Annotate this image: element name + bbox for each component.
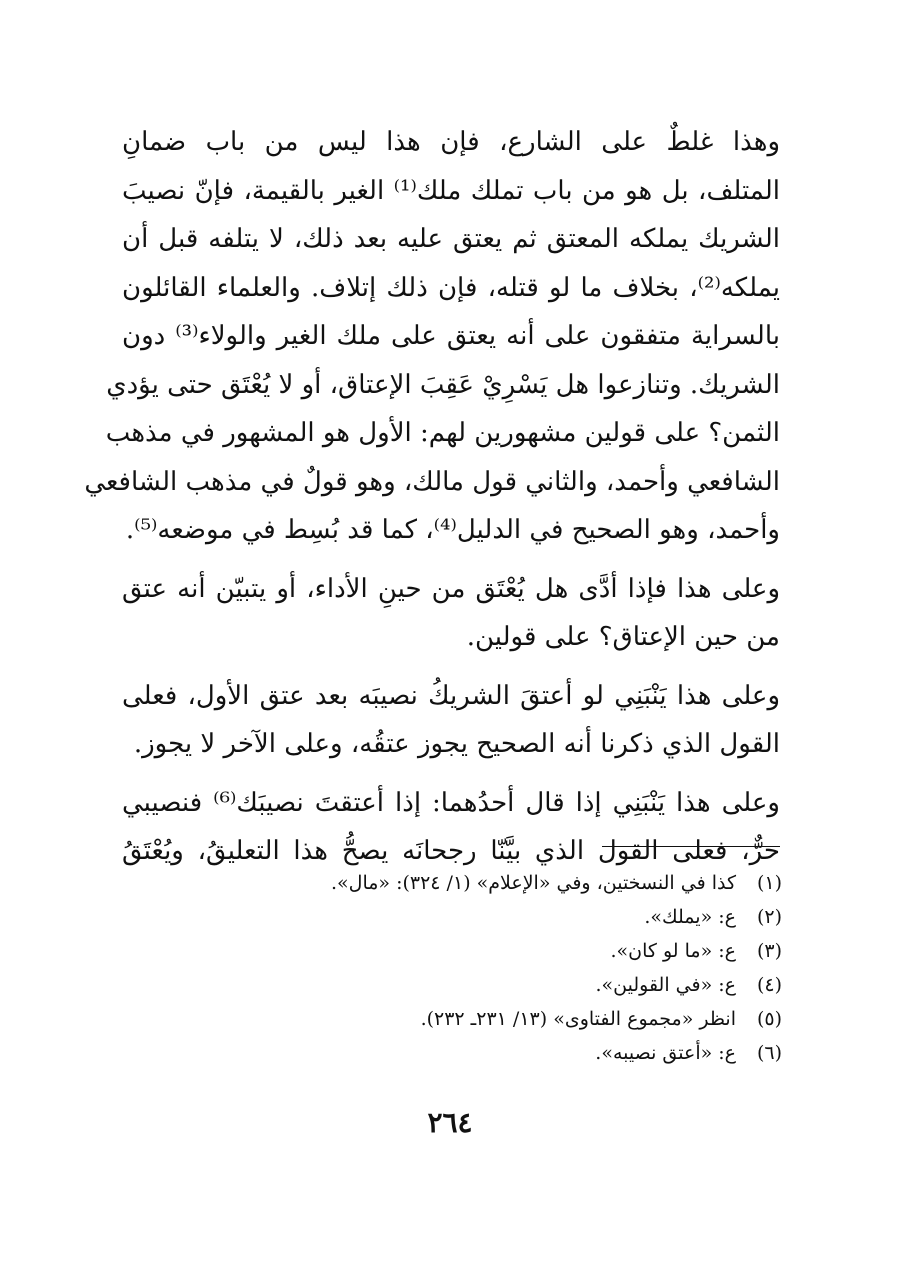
footnote-number: (٥) (756, 1008, 782, 1030)
footnote-text: ع: «ما لو كان». (610, 940, 736, 962)
paragraph-3 (122, 672, 780, 769)
footnote-number: (١) (756, 872, 782, 894)
text-line: الشريك. وتنازعوا هل يَسْرِيْ عَقِبَ الإعتاق، أو لا يُعْتَق حتى يؤدي (106, 369, 780, 400)
text-line: الثمن؟ على قولين مشهورين لهم: الأول هو المشهور في مذهب (105, 418, 780, 448)
footnote-text: ع: «يملك». (644, 906, 736, 928)
text-line: يملكه⁽²⁾، بخلاف ما لو قتله، فإن ذلك إتلاف. والعلماء القائلون (122, 272, 780, 303)
footnote-text: ع: «في القولين». (595, 974, 736, 996)
text-line: حرٌّ، فعلى القول الذي بيَّنّا رجحانَه يصحُّ هذا التعليقُ، ويُعْتَقُ (122, 836, 780, 866)
text-line: وهذا غلطٌ على الشارع، فإن هذا ليس من باب ضمانِ (122, 127, 780, 157)
paragraph-1 (84, 118, 780, 555)
text-line: المتلف، بل هو من باب تملك ملك⁽¹⁾ الغير بالقيمة، فإنّ نصيبَ (122, 175, 780, 206)
footnote-text: ع: «أعتق نصيبه». (595, 1042, 736, 1064)
footnote-text: كذا في النسختين، وفي «الإعلام» (١/ ٣٢٤): «مال». (330, 872, 736, 894)
footnote-divider (602, 846, 780, 847)
paragraph-2 (122, 565, 780, 662)
footnote-item (182, 900, 782, 934)
text-line: وعلى هذا يَنْبَنِي لو أعتقَ الشريكُ نصيبَه بعد عتق الأول، فعلى (122, 680, 780, 711)
footnotes (182, 866, 782, 1070)
text-line: وعلى هذا فإذا أدَّى هل يُعْتَق من حينِ الأداء، أو يتبيّن أنه عتق (122, 573, 780, 604)
paragraph-4 (122, 779, 780, 876)
text-line: بالسراية متفقون على أنه يعتق على ملك الغير والولاء⁽³⁾ دون (122, 321, 780, 351)
footnote-number: (٢) (756, 906, 782, 928)
text-line: الشريك يملكه المعتق ثم يعتق عليه بعد ذلك، لا يتلفه قبل أن (122, 224, 780, 254)
footnote-item (182, 934, 782, 968)
text-line: وعلى هذا يَنْبَنِي إذا قال أحدُهما: إذا أعتقتَ نصيبَك⁽⁶⁾ فنصيبي (122, 787, 780, 818)
footnote-number: (٣) (756, 940, 782, 962)
footnote-item (182, 1002, 782, 1036)
footnote-number: (٤) (756, 974, 782, 996)
text-line: الشافعي وأحمد، والثاني قول مالك، وهو قولٌ في مذهب الشافعي (84, 466, 780, 497)
footnote-text: انظر «مجموع الفتاوى» (١٣/ ٢٣١ـ ٢٣٢). (420, 1008, 736, 1030)
footnote-number: (٦) (756, 1042, 782, 1064)
footnote-item (182, 1036, 782, 1070)
page-number: ٢٦٤ (427, 1106, 473, 1139)
main-text (84, 118, 780, 876)
footnote-item (182, 866, 782, 900)
text-line: من حين الإعتاق؟ على قولين. (466, 622, 780, 652)
text-line: وأحمد، وهو الصحيح في الدليل⁽⁴⁾، كما قد بُسِط في موضعه⁽⁵⁾. (125, 515, 780, 545)
footnote-item (182, 968, 782, 1002)
text-line: القول الذي ذكرنا أنه الصحيح يجوز عتقُه، وعلى الآخر لا يجوز. (133, 729, 780, 759)
